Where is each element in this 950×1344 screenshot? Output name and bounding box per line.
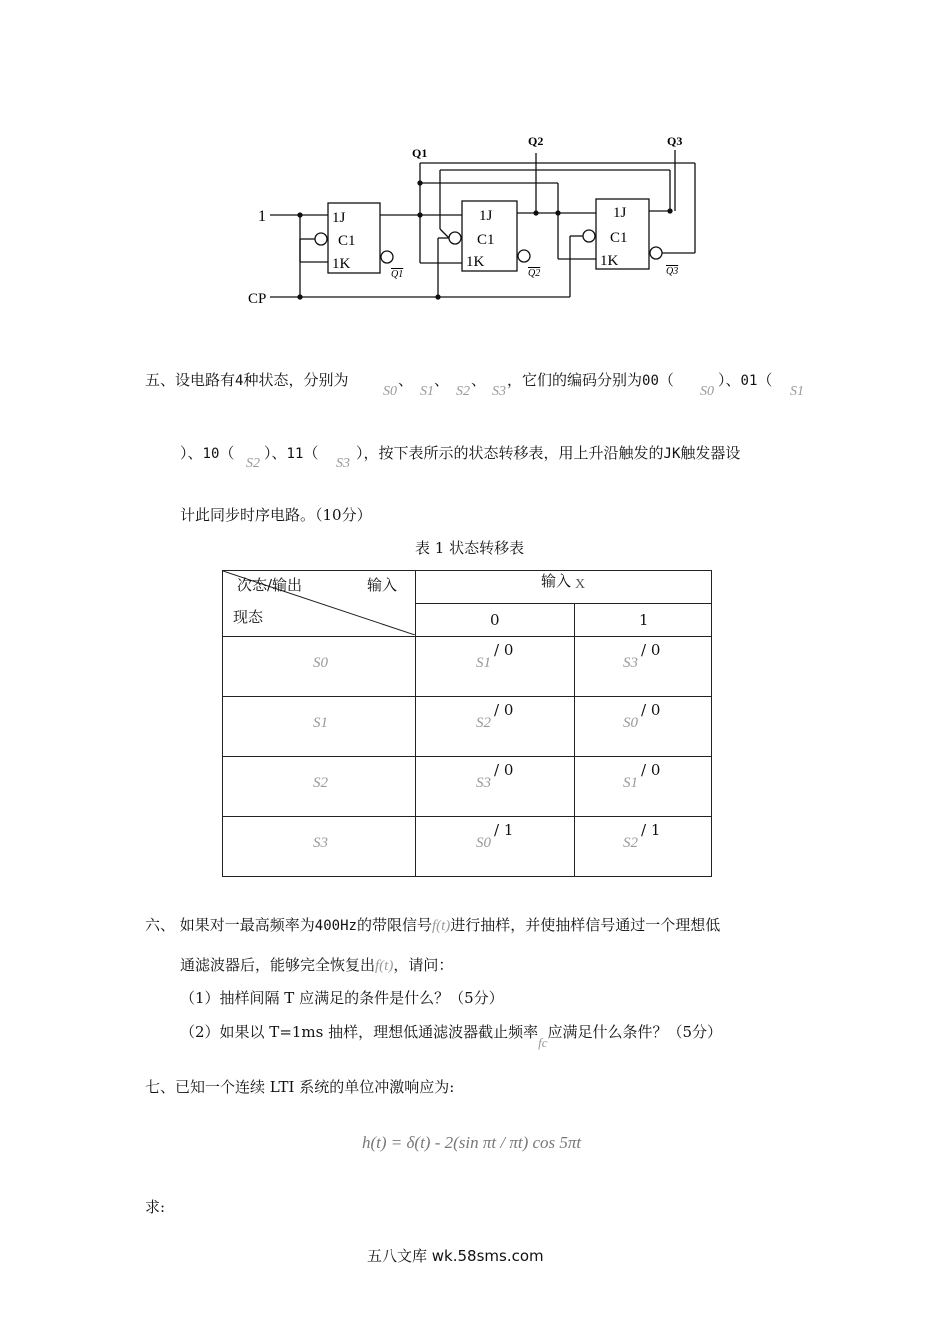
q5-code-s2: S2 (246, 456, 260, 471)
table-corner-cell (223, 571, 416, 637)
footer-watermark: 五八文库 wk.58sms.com (367, 1247, 544, 1265)
present-state-s2: S2 (223, 757, 416, 817)
q7-ask: 求: (145, 1198, 166, 1216)
next-state-cell: S1 / 0 (416, 637, 575, 697)
input-header-cell (416, 571, 712, 604)
q6-sub1: （1）抽样间隔 T 应满足的条件是什么？（5分） (180, 989, 504, 1007)
q7-impulse-response-formula: h(t) = δ(t) - 2(sin πt / πt) cos 5πt (362, 1133, 582, 1152)
table-caption: 表 1 状态转移表 (415, 539, 525, 557)
input-one-label: 1 (258, 208, 266, 225)
next-state-cell: S2 / 1 (575, 817, 712, 877)
q1-bar-label: Q1 (391, 269, 404, 280)
present-state-s1: S1 (223, 697, 416, 757)
ff2-c-label: C1 (477, 232, 495, 248)
q7-line1: 七、已知一个连续 LTI 系统的单位冲激响应为: (145, 1078, 455, 1096)
q3-label: Q3 (667, 134, 683, 148)
q5-sep1: 、 (398, 371, 414, 389)
q5-state-s0: S0 (383, 384, 397, 399)
ff2-j-label: 1J (479, 208, 493, 224)
input-var-x: X (575, 577, 586, 592)
state-transition-table (222, 570, 712, 877)
q6-line2: 通滤波器后，能够完全恢复出f(t)，请问： (180, 956, 454, 974)
q2-bar-label: Q2 (528, 268, 541, 279)
corner-present-state-label: 现态 (233, 608, 264, 626)
q5-line2-start: ）、10（ (180, 444, 235, 462)
next-state-cell: S0 / 1 (416, 817, 575, 877)
q1-label: Q1 (412, 146, 428, 160)
jk-flipflop-circuit (240, 125, 720, 310)
ff1-c-label: C1 (338, 233, 356, 249)
corner-input-label: 输入 (367, 576, 398, 594)
q5-sep3: 、 (471, 371, 487, 389)
q5-sep2: 、 (434, 371, 450, 389)
clock-label: CP (248, 291, 267, 307)
q5-code-s1: S1 (790, 384, 804, 399)
next-state-cell: S3 / 0 (416, 757, 575, 817)
q5-code01: ）、01（ (718, 371, 773, 389)
q5-state-s2: S2 (456, 384, 470, 399)
corner-next-state-label: 次态/输出 (237, 576, 303, 594)
present-state-s0: S0 (223, 637, 416, 697)
col-header-1: 1 (575, 604, 712, 637)
q6-line1: 六、 如果对一最高频率为400Hz的带限信号f(t)进行抽样，并使抽样信号通过一个理想低 (145, 916, 721, 934)
q5-code11: ）、11（ (264, 444, 319, 462)
q3-bar-label: Q3 (666, 266, 679, 277)
q5-line3: 计此同步时序电路。（10分） (180, 506, 372, 524)
next-state-cell: S3 / 0 (575, 637, 712, 697)
q5-line2-tail: ），按下表所示的状态转移表，用上升沿触发的JK触发器设 (356, 444, 741, 462)
next-state-cell: S1 / 0 (575, 757, 712, 817)
ff3-j-label: 1J (613, 205, 627, 221)
q2-label: Q2 (528, 134, 544, 148)
q5-state-s3: S3 (492, 384, 506, 399)
ff2-k-label: 1K (466, 254, 485, 270)
q5-line1: 五、设电路有4种状态，分别为 (145, 371, 349, 389)
next-state-cell: S2 / 0 (416, 697, 575, 757)
col-header-0: 0 (416, 604, 575, 637)
ff1-k-label: 1K (332, 256, 351, 272)
ff1-j-label: 1J (332, 210, 346, 226)
ff3-k-label: 1K (600, 253, 619, 269)
q5-code-s0: S0 (700, 384, 714, 399)
present-state-s3: S3 (223, 817, 416, 877)
input-header-label: 输入 (541, 572, 572, 590)
next-state-cell: S0 / 0 (575, 697, 712, 757)
q5-line1-tail: ，它们的编码分别为00（ (507, 371, 674, 389)
q6-sub2: （2）如果以 T=1ms 抽样，理想低通滤波器截止频率fc应满足什么条件？（5分） (180, 1023, 723, 1050)
q5-state-s1: S1 (420, 384, 434, 399)
ff3-c-label: C1 (610, 230, 628, 246)
q5-code-s3: S3 (336, 456, 350, 471)
